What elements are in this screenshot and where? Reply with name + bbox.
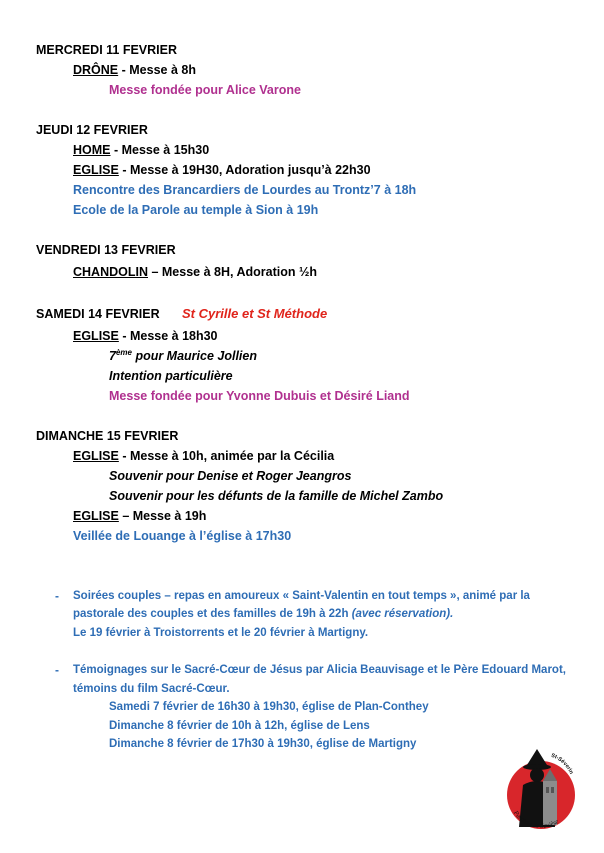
entry-eglise [73, 162, 371, 178]
schedule-line: Dimanche 8 février de 10h à 12h, église de Lens [109, 720, 370, 732]
place-eglise: EGLISE [73, 329, 119, 343]
event-note: Rencontre des Brancardiers de Lourdes au Trontz’7 à 18h [73, 183, 417, 197]
event-note: Ecole de la Parole au temple à Sion à 19h [73, 203, 319, 217]
place-drone: DRÔNE [73, 63, 119, 77]
intention-line: Intention particulière [109, 369, 233, 383]
mass-time: - Messe à 19H30, Adoration jusqu’à 22h30 [118, 163, 371, 177]
logo-bottom-text: Paroisse de Savièse [512, 809, 560, 830]
bullet-dash: - [55, 663, 59, 677]
place-eglise: EGLISE [73, 509, 119, 523]
announcement-text: Soirées couples – repas en amoureux « Saint-Valentin en tout temps », animé par la [73, 590, 530, 602]
schedule-line: Samedi 7 février de 16h30 à 19h30, église de Plan-Conthey [109, 701, 429, 713]
day-heading-thursday: JEUDI 12 FEVRIER [36, 123, 148, 137]
logo-figure-head [530, 768, 544, 782]
intention-line: Souvenir pour Denise et Roger Jeangros [109, 469, 352, 483]
entry-eglise [73, 328, 218, 344]
intention-line: 7ème pour Maurice Jollien [109, 347, 257, 363]
bullet-dash: - [55, 589, 59, 603]
saint-of-day: St Cyrille et St Méthode [182, 306, 328, 321]
mass-time: - Messe à 8h [118, 63, 196, 77]
place-chandolin: CHANDOLIN [73, 265, 148, 279]
place-eglise: EGLISE [73, 163, 119, 177]
logo-church-tower [543, 781, 557, 825]
parish-logo [497, 745, 583, 835]
day-heading-sunday: DIMANCHE 15 FEVRIER [36, 429, 179, 443]
mass-time: – Messe à 8H, Adoration ½h [148, 265, 318, 279]
entry-eglise [73, 508, 206, 524]
announcement-text: pastorale des couples et des familles de 19h à 22h (avec réservation). [73, 608, 454, 620]
announcement-text: témoins du film Sacré-Cœur. [73, 683, 230, 695]
event-note: Veillée de Louange à l’église à 17h30 [73, 529, 292, 543]
mass-time: - Messe à 15h30 [110, 143, 210, 157]
day-heading-wednesday: MERCREDI 11 FEVRIER [36, 43, 178, 57]
place-eglise: EGLISE [73, 449, 119, 463]
entry-home [73, 142, 209, 158]
schedule-line: Dimanche 8 février de 17h30 à 19h30, église de Martigny [109, 738, 417, 750]
entry-drone [73, 62, 196, 78]
day-heading-saturday: SAMEDI 14 FEVRIER [36, 307, 160, 321]
mass-time: - Messe à 10h, animée par la Cécilia [118, 449, 335, 463]
entry-eglise [73, 448, 334, 464]
announcement-text: Le 19 février à Troistorrents et le 20 février à Martigny. [73, 627, 369, 639]
mass-time: - Messe à 18h30 [118, 329, 218, 343]
entry-chandolin [73, 264, 317, 280]
intention-line: Souvenir pour les défunts de la famille de Michel Zambo [109, 489, 444, 503]
day-heading-friday: VENDREDI 13 FEVRIER [36, 243, 176, 257]
logo-hat [527, 749, 547, 765]
logo-top-text: St-Séverin [550, 752, 575, 776]
announcement-text: Témoignages sur le Sacré-Cœur de Jésus par Alicia Beauvisage et le Père Edouard Marot, [73, 664, 566, 676]
place-home: HOME [73, 143, 111, 157]
intention-note: Messe fondée pour Yvonne Dubuis et Désiré Liand [109, 389, 410, 403]
mass-time: – Messe à 19h [118, 509, 207, 523]
intention-note: Messe fondée pour Alice Varone [109, 83, 301, 97]
